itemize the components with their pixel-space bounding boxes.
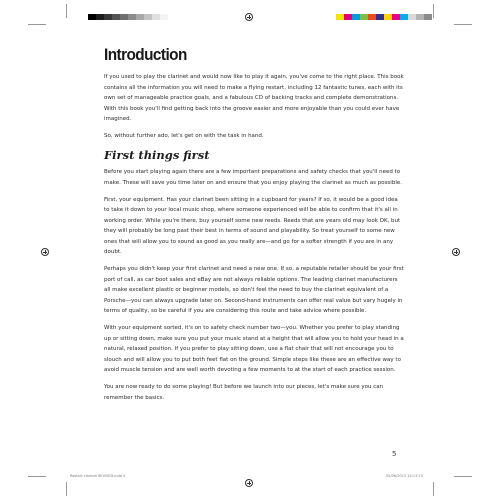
body-paragraph: You are now ready to do some playing! But before we launch into our pieces, let's make sure you can remember the basics. — [104, 384, 384, 401]
page-content — [104, 46, 404, 410]
body-paragraph: Before you start playing again there are a few important preparations and safety checks that you'll need to make. These will save you time later on and ensure that you enjoy playing the clarinet as much as possible. — [104, 169, 402, 186]
body-paragraph: First, your equipment. Has your clarinet been sitting in a cupboard for years? If so, it would be a good idea to take it down to your local music shop, where someone experienced will be able to confirm that it's all in working order. While you're there, buy yourself some new reeds. Reeds that are years old may look OK, but they will probably be long past their best in terms of sound and playability. So treat yourself to some new ones that will allow you to sound as good as you really are—and go for a softer strength if you are in any doubt. — [104, 196, 401, 255]
color-calibration-bar — [336, 14, 432, 20]
color-swatch — [416, 14, 424, 20]
crop-mark-tr-v — [433, 4, 434, 18]
crop-mark-br-v — [433, 482, 434, 496]
color-swatch — [352, 14, 360, 20]
gray-swatch — [152, 14, 160, 20]
color-swatch — [336, 14, 344, 20]
color-swatch — [408, 14, 416, 20]
registration-mark-icon — [245, 479, 253, 487]
slug-right: 05/06/2013 15:13:15 — [386, 474, 424, 478]
page-title: Introduction — [104, 46, 187, 64]
body-paragraph: Perhaps you didn't keep your first clarinet and need a new one. If so, a reputable retailer should be your first port of call, as car boot sales and eBay are not always reliable options. The leading clarinet manufacturers all make excellent plastic or beginner models, so don't feel the need to buy the clarinet equivalent of a Porsche—you can always upgrade later on. Second-hand instruments can offer real value but vary hugely in terms of quality, so be careful if you are considering this route and take advice where possible. — [104, 266, 404, 314]
gray-swatch — [112, 14, 120, 20]
gray-swatch — [96, 14, 104, 20]
intro-paragraph: If you used to play the clarinet and would now like to play it again, you've come to the right place. This book contains all the information you will need to make a flying restart, including 12 fantastic tunes, each with its own set of manageable practice goals, and a fabulous CD of backing tracks and complete demonstrations. With this book you'll find getting back into the groove easier and more enjoyable than you could ever have imagined. — [104, 74, 404, 122]
intro-paragraph: So, without further ado, let's get on with the task in hand. — [104, 133, 264, 139]
section-heading: First things first — [104, 148, 210, 162]
slug-left: Restart clarinet REVISED.indd 5 — [70, 474, 126, 478]
crop-mark-bl-h — [28, 476, 46, 477]
gray-swatch — [160, 14, 168, 20]
color-swatch — [368, 14, 376, 20]
gray-swatch — [144, 14, 152, 20]
registration-mark-icon — [41, 248, 49, 256]
color-swatch — [376, 14, 384, 20]
crop-mark-tr-h — [454, 24, 472, 25]
color-swatch — [400, 14, 408, 20]
registration-mark-icon — [452, 248, 460, 256]
crop-mark-br-h — [454, 476, 472, 477]
gray-swatch — [128, 14, 136, 20]
color-swatch — [392, 14, 400, 20]
crop-mark-tl-v — [66, 4, 67, 18]
crop-mark-bl-v — [66, 482, 67, 496]
body-paragraph: With your equipment sorted, it's on to safety check number two—you. Whether you prefer to play standing up or sitting down, make sure you put your music stand at a height that will allow you to hold your head in a natural, relaxed position. If you prefer to play sitting down, use a flat chair that will not encourage you to slouch and will allow you to put both feet flat on the ground. Simple steps like these are an effective way to avoid muscle tension and are well worth devoting a few moments to at the start of each practice session. — [104, 325, 404, 373]
color-swatch — [344, 14, 352, 20]
gray-swatch — [104, 14, 112, 20]
color-swatch — [424, 14, 432, 20]
color-swatch — [360, 14, 368, 20]
registration-mark-icon — [245, 13, 253, 21]
color-swatch — [384, 14, 392, 20]
crop-mark-tl-h — [28, 24, 46, 25]
page-number: 5 — [392, 450, 397, 458]
gray-swatch — [136, 14, 144, 20]
grayscale-bar — [88, 14, 168, 20]
gray-swatch — [120, 14, 128, 20]
gray-swatch — [88, 14, 96, 20]
